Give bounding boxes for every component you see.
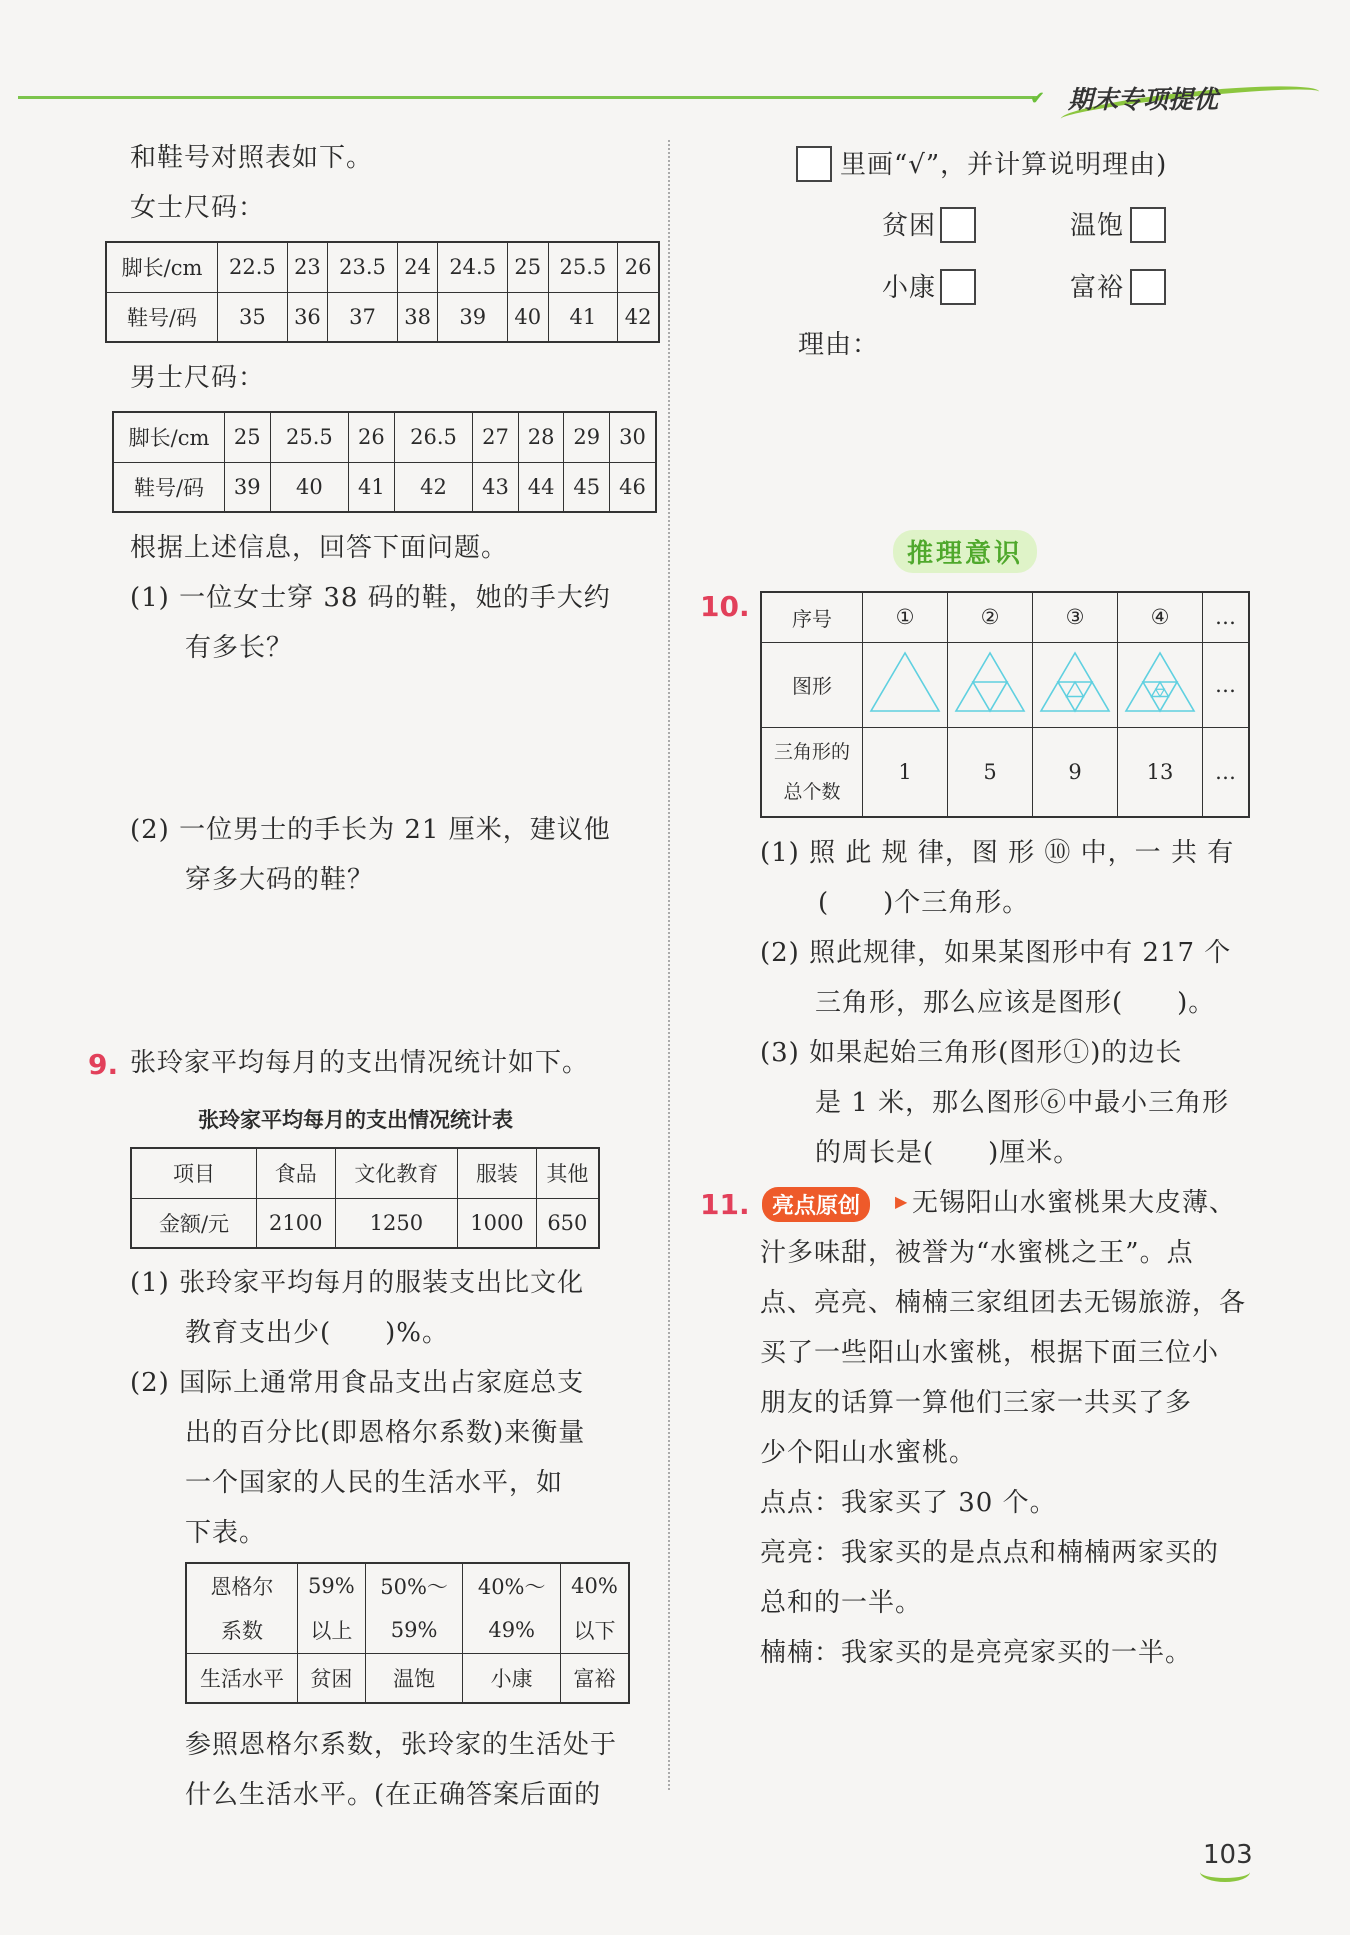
reason-label: 理由：	[798, 330, 880, 360]
table-cell: 35	[218, 292, 288, 342]
table-cell: 40	[508, 292, 548, 342]
table-cell: 40	[270, 462, 349, 512]
highlight-badge: 亮点原创	[762, 1187, 870, 1222]
question-2-line2: 穿多大码的鞋？	[185, 865, 375, 895]
table-cell: 脚长/cm	[113, 412, 225, 462]
table-cell: …	[1203, 727, 1250, 817]
problem-9-ref-line1: 参照恩格尔系数，张玲家的生活处于	[185, 1730, 618, 1760]
table-cell: ④	[1118, 592, 1203, 642]
option-comfort-label: 小康	[882, 273, 937, 303]
problem-9-q2-line3: 一个国家的人民的生活水平，如	[185, 1468, 564, 1498]
problem-9-q1-line2: 教育支出少( )%。	[185, 1318, 449, 1348]
table-cell: ②	[948, 592, 1033, 642]
section-badge: 推理意识	[893, 530, 1037, 573]
problem-9-q2-line1: (2) 国际上通常用食品支出占家庭总支	[130, 1368, 585, 1398]
table-cell: 27	[473, 412, 519, 462]
option-rich-label: 富裕	[1070, 273, 1125, 303]
table-cell: 26.5	[394, 412, 473, 462]
table-cell: 2100	[257, 1198, 336, 1248]
problem-9-text: 张玲家平均每月的支出情况统计如下。	[130, 1048, 590, 1078]
table-cell: 49%	[463, 1608, 561, 1653]
table-cell: 其他	[536, 1148, 599, 1198]
table-cell: 恩格尔	[186, 1563, 298, 1608]
figure-4	[1118, 642, 1203, 727]
table-cell: …	[1203, 592, 1250, 642]
header-rule	[18, 96, 1038, 99]
table-cell: 59%	[365, 1608, 463, 1653]
table-cell: 37	[328, 292, 398, 342]
table-cell: 脚长/cm	[106, 242, 218, 292]
triangle-pattern-table	[760, 591, 1250, 818]
table-cell: 43	[473, 462, 519, 512]
table-cell	[761, 727, 863, 817]
table-cell: 25.5	[270, 412, 349, 462]
option-warm-label: 温饱	[1070, 211, 1125, 241]
problem-10-q1-line2: ( )个三角形。	[818, 888, 1030, 918]
table-cell: 24.5	[438, 242, 508, 292]
problem-10-q2-line2: 三角形，那么应该是图形( )。	[815, 988, 1216, 1018]
problem-11-line2: 汁多味甜，被誉为“水蜜桃之王”。点	[760, 1238, 1194, 1268]
table-cell: 系数	[186, 1608, 298, 1653]
table-cell: 生活水平	[186, 1653, 298, 1703]
problem-11-line4: 买了一些阳山水蜜桃，根据下面三位小	[760, 1338, 1220, 1368]
table-cell: 40%	[560, 1563, 629, 1608]
problem-11-line1: 无锡阳山水蜜桃果大皮薄、	[912, 1188, 1237, 1218]
option-rich-checkbox[interactable]	[1130, 269, 1166, 305]
problem-9-q2-line4: 下表。	[185, 1518, 267, 1548]
table-cell: 39	[438, 292, 508, 342]
table-cell: 鞋号/码	[106, 292, 218, 342]
header-check-icon: ✔	[1030, 88, 1046, 109]
table-cell: 金额/元	[131, 1198, 257, 1248]
table-cell: 59%	[298, 1563, 366, 1608]
problem-9-q1-line1: (1) 张玲家平均每月的服装支出比文化	[130, 1268, 585, 1298]
answer-box[interactable]	[796, 146, 832, 182]
problem-9-ref-line2: 什么生活水平。(在正确答案后面的	[185, 1780, 602, 1810]
table-cell: 50%～	[365, 1563, 463, 1608]
table-cell: 30	[610, 412, 656, 462]
table-cell: 26	[618, 242, 659, 292]
column-divider	[668, 140, 670, 1790]
problem-10-q1-line1: (1) 照 此 规 律，图 形 ⑩ 中，一 共 有	[760, 838, 1235, 868]
table-cell: 1	[863, 727, 948, 817]
problem-10-q3-line2: 是 1 米，那么图形⑥中最小三角形	[815, 1088, 1230, 1118]
engel-table	[185, 1562, 630, 1704]
table-cell: 5	[948, 727, 1033, 817]
figure-1	[863, 642, 948, 727]
table-cell: 以上	[298, 1608, 366, 1653]
table-cell: 40%～	[463, 1563, 561, 1608]
table-cell: 23	[287, 242, 327, 292]
continuation-line: 里画“√”，并计算说明理由)	[840, 150, 1168, 180]
table-cell: ③	[1033, 592, 1118, 642]
option-poor-label: 贫困	[882, 211, 937, 241]
figure-2	[948, 642, 1033, 727]
page-number: 103	[1203, 1840, 1253, 1870]
table-cell: ①	[863, 592, 948, 642]
triangle-figure-2-icon	[952, 649, 1028, 715]
problem-11-number: 11.	[700, 1188, 750, 1221]
count-label-line1: 三角形的	[773, 740, 850, 763]
table-cell: 食品	[257, 1148, 336, 1198]
table-cell: 9	[1033, 727, 1118, 817]
table-cell: 41	[349, 462, 395, 512]
table-cell: 贫困	[298, 1653, 366, 1703]
table-cell: 42	[394, 462, 473, 512]
table-cell: 服装	[458, 1148, 537, 1198]
problem-11-line6: 少个阳山水蜜桃。	[760, 1438, 977, 1468]
problem-10-q2-line1: (2) 照此规律，如果某图形中有 217 个	[760, 938, 1232, 968]
table-cell: …	[1203, 642, 1250, 727]
table-cell: 以下	[560, 1608, 629, 1653]
expense-table	[130, 1147, 600, 1249]
table-cell: 28	[518, 412, 564, 462]
table-cell: 24	[397, 242, 437, 292]
problem-10-q3-line1: (3) 如果起始三角形(图形①)的边长	[760, 1038, 1183, 1068]
problem-11-diandian: 点点：我家买了 30 个。	[760, 1488, 1057, 1518]
count-label-line2: 总个数	[783, 780, 841, 803]
problem-10-number: 10.	[700, 590, 750, 623]
question-1-line1: (1) 一位女士穿 38 码的鞋，她的手大约	[130, 583, 611, 613]
women-size-label: 女士尺码：	[130, 193, 266, 223]
table-cell: 46	[610, 462, 656, 512]
triangle-figure-4-icon	[1122, 649, 1198, 715]
table-cell: 1000	[458, 1198, 537, 1248]
table-cell: 温饱	[365, 1653, 463, 1703]
problem-11-liangliang-1: 亮亮：我家买的是点点和楠楠两家买的	[760, 1538, 1220, 1568]
problem-11-line3: 点、亮亮、楠楠三家组团去无锡旅游，各	[760, 1288, 1247, 1318]
table-cell: 41	[548, 292, 618, 342]
answer-prompt: 根据上述信息，回答下面问题。	[130, 533, 509, 563]
page-swoosh	[1200, 1862, 1250, 1882]
option-poor-checkbox[interactable]	[940, 207, 976, 243]
table-cell: 29	[564, 412, 610, 462]
problem-9-caption: 张玲家平均每月的支出情况统计表	[198, 1108, 513, 1132]
problem-10-q3-line3: 的周长是( )厘米。	[815, 1138, 1081, 1168]
option-comfort-checkbox[interactable]	[940, 269, 976, 305]
question-2-line1: (2) 一位男士的手长为 21 厘米，建议他	[130, 815, 611, 845]
figure-3	[1033, 642, 1118, 727]
table-cell: 38	[397, 292, 437, 342]
header-title: 期末专项提优	[1068, 85, 1219, 114]
table-cell: 项目	[131, 1148, 257, 1198]
table-cell: 22.5	[218, 242, 288, 292]
table-cell: 图形	[761, 642, 863, 727]
table-cell: 小康	[463, 1653, 561, 1703]
option-warm-checkbox[interactable]	[1130, 207, 1166, 243]
problem-9-q2-line2: 出的百分比(即恩格尔系数)来衡量	[185, 1418, 586, 1448]
men-size-table	[112, 411, 657, 513]
table-cell: 23.5	[328, 242, 398, 292]
women-size-table	[105, 241, 660, 343]
table-cell: 1250	[335, 1198, 458, 1248]
men-size-label: 男士尺码：	[130, 363, 266, 393]
question-1-line2: 有多长？	[185, 633, 294, 663]
problem-11-line5: 朋友的话算一算他们三家一共买了多	[760, 1388, 1193, 1418]
intro-text: 和鞋号对照表如下。	[130, 143, 374, 173]
triangle-figure-3-icon	[1037, 649, 1113, 715]
table-cell: 富裕	[560, 1653, 629, 1703]
table-cell: 25	[225, 412, 271, 462]
table-cell: 鞋号/码	[113, 462, 225, 512]
table-cell: 650	[536, 1198, 599, 1248]
table-cell: 文化教育	[335, 1148, 458, 1198]
table-cell: 39	[225, 462, 271, 512]
triangle-figure-1-icon	[867, 649, 943, 715]
table-cell: 序号	[761, 592, 863, 642]
table-cell: 13	[1118, 727, 1203, 817]
table-cell: 42	[618, 292, 659, 342]
problem-9-number: 9.	[88, 1048, 119, 1081]
badge-arrow-icon: ▶	[895, 1192, 908, 1211]
problem-11-nannan: 楠楠：我家买的是亮亮家买的一半。	[760, 1638, 1193, 1668]
table-cell: 45	[564, 462, 610, 512]
table-cell: 36	[287, 292, 327, 342]
table-cell: 44	[518, 462, 564, 512]
table-cell: 25	[508, 242, 548, 292]
table-cell: 25.5	[548, 242, 618, 292]
problem-11-liangliang-2: 总和的一半。	[760, 1588, 923, 1618]
table-cell: 26	[349, 412, 395, 462]
